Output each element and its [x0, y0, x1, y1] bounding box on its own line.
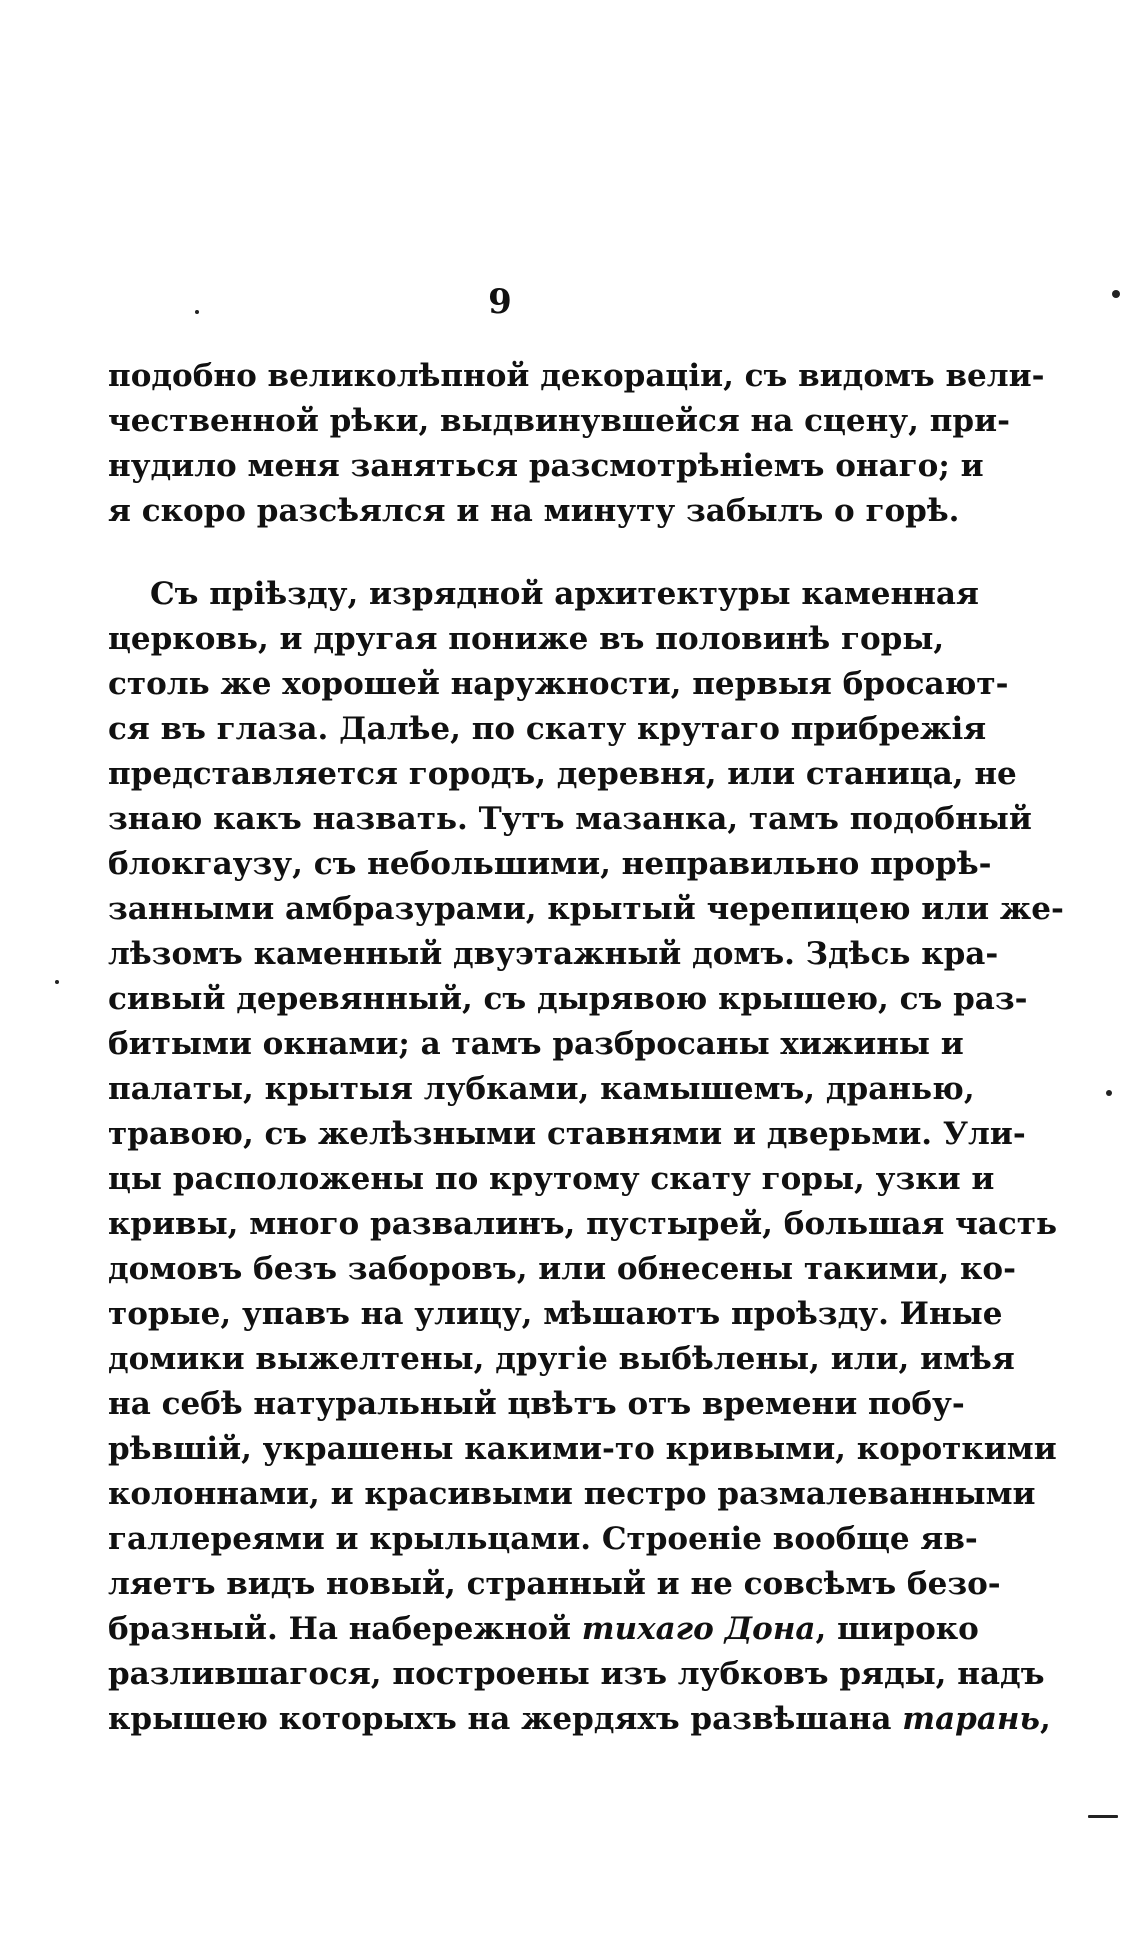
text-line — [108, 1697, 1051, 1742]
text-line: травою, съ желѣзными ставнями и дверьми. Ули- — [108, 1116, 1026, 1152]
paragraph-2 — [108, 572, 1064, 1742]
text-line: рѣвшій, украшены какими-то кривыми, короткими — [108, 1431, 1057, 1467]
scan-speck — [55, 980, 59, 984]
text-line: торые, упавъ на улицу, мѣшаютъ проѣзду. Иные — [108, 1296, 1003, 1332]
text-line: битыми окнами; а тамъ разбросаны хижины и — [108, 1026, 964, 1062]
text-segment: бразный. На набережной — [108, 1611, 582, 1647]
text-line: блокгаузу, съ небольшими, неправильно прорѣ- — [108, 846, 992, 882]
text-line: я скоро разсѣялся и на минуту забылъ о горѣ. — [108, 493, 960, 529]
text-line: цы расположены по крутому скату горы, узки и — [108, 1161, 995, 1197]
text-line: чественной рѣки, выдвинувшейся на сцену, при- — [108, 403, 1010, 439]
text-segment: крышею которыхъ на жердяхъ развѣшана — [108, 1701, 903, 1737]
text-line: ляетъ видъ новый, странный и не совсѣмъ безо- — [108, 1566, 1001, 1602]
text-line: столь же хорошей наружности, первыя бросают- — [108, 666, 1009, 702]
text-line: подобно великолѣпной декораціи, съ видомъ вели- — [108, 358, 1045, 394]
text-line: домики выжелтены, другіе выбѣлены, или, имѣя — [108, 1341, 1015, 1377]
text-line: разлившагося, построены изъ лубковъ ряды, надъ — [108, 1656, 1045, 1692]
text-line: лѣзомъ каменный двуэтажный домъ. Здѣсь кра- — [108, 936, 999, 972]
page-number: 9 — [488, 282, 512, 322]
text-line: домовъ безъ заборовъ, или обнесены такими, ко- — [108, 1251, 1016, 1287]
text-line: занными амбразурами, крытый черепицею или же- — [108, 891, 1064, 927]
text-line: колоннами, и красивыми пестро размалеванными — [108, 1476, 1036, 1512]
text-line: Съ пріѣзду, изрядной архитектуры каменная — [150, 576, 979, 612]
text-line — [108, 1607, 979, 1652]
text-line: нудило меня заняться разсмотрѣніемъ онаго; и — [108, 448, 984, 484]
italic-fish-name: тарань — [902, 1701, 1040, 1737]
scan-speck — [1106, 1090, 1112, 1096]
text-line: представляется городъ, деревня, или станица, не — [108, 756, 1017, 792]
text-line: кривы, много развалинъ, пустырей, большая часть — [108, 1206, 1058, 1242]
scan-speck — [1112, 290, 1120, 298]
text-segment: , широко — [815, 1611, 979, 1647]
paragraph-1 — [108, 354, 1045, 534]
text-line: галлереями и крыльцами. Строеніе вообще яв- — [108, 1521, 978, 1557]
scan-speck — [195, 310, 199, 314]
text-line: церковь, и другая пониже въ половинѣ горы, — [108, 621, 945, 657]
text-line: палаты, крытыя лубками, камышемъ, дранью, — [108, 1071, 975, 1107]
text-line: на себѣ натуральный цвѣтъ отъ времени побу- — [108, 1386, 965, 1422]
scan-speck — [1088, 1815, 1118, 1818]
text-line: знаю какъ назвать. Тутъ мазанка, тамъ подобный — [108, 801, 1032, 837]
text-segment: , — [1039, 1701, 1051, 1737]
text-line: сивый деревянный, съ дырявою крышею, съ раз- — [108, 981, 1028, 1017]
italic-place-name: тихаго Дона — [581, 1611, 816, 1647]
text-line: ся въ глаза. Далѣе, по скату крутаго прибрежія — [108, 711, 987, 747]
